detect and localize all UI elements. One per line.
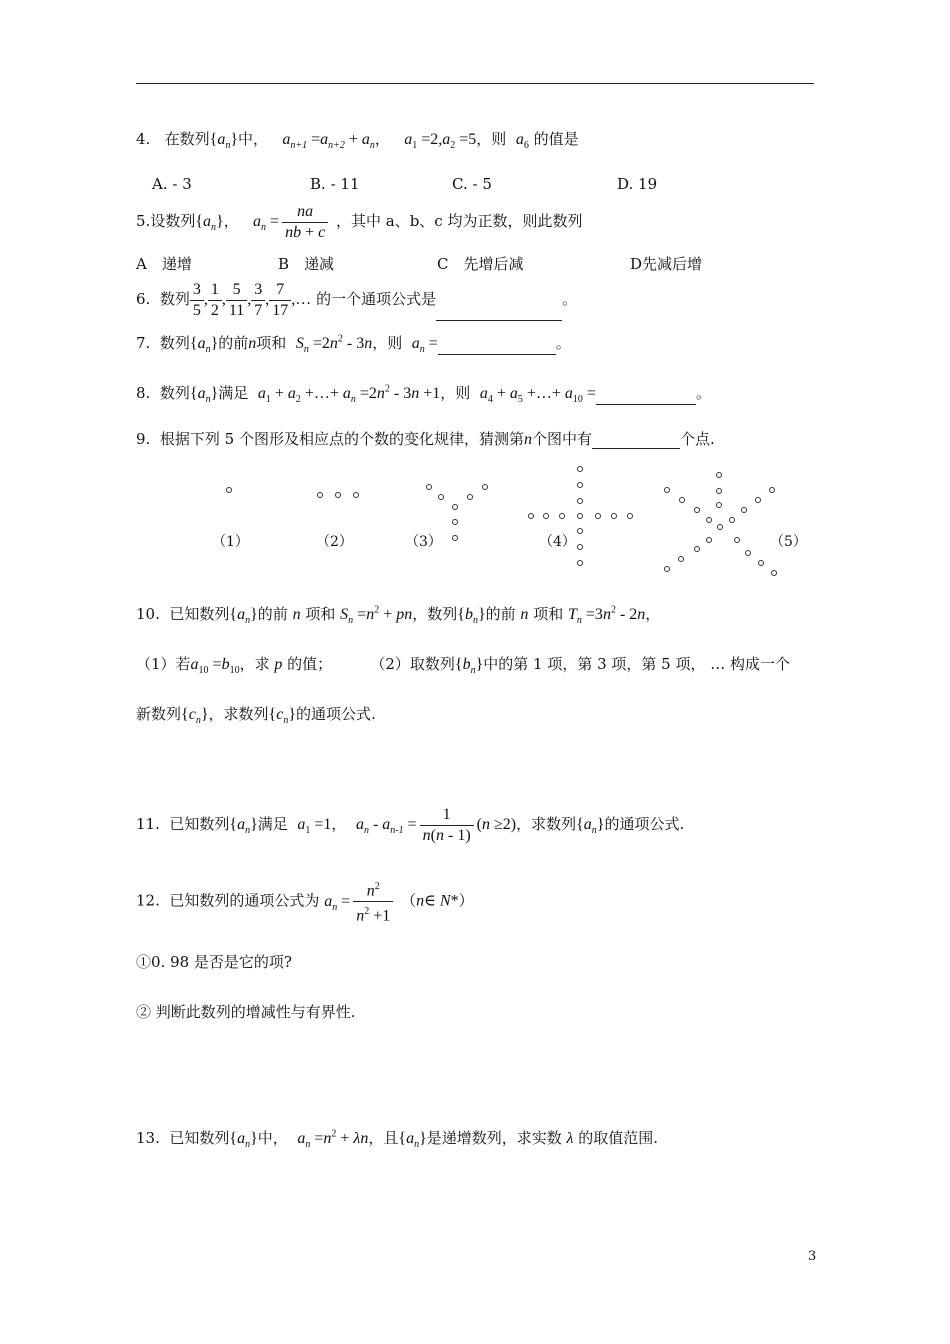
dot: [741, 507, 747, 513]
dot: [716, 488, 722, 494]
formula-sequence-a: $\{a_n\}$: [189, 385, 219, 406]
option-b: B. - 11: [310, 175, 360, 193]
option-b: B 递减: [278, 255, 335, 273]
question-8: 8. 数列$\{a_n\}$满足 $a_1 + a_2$ +…+ $a_n =2n^2 - 3n +1$，则 $a_4 + a_5$ +…+ $a_{10}$ = 。: [136, 383, 711, 406]
question-11: 11. 已知数列$\{a_n\}$满足 $a_1 =1$， $a_n - a_{n-1}$ = $\frac{1}{n(n - 1)}$ (n ≥2)，求数列$\{a_n\}$的通项公式.: [136, 806, 685, 844]
dot: [758, 560, 764, 566]
dot: [755, 497, 761, 503]
dot: [679, 497, 685, 503]
formula-tn: $T_n =3n^2 - 2n$: [568, 604, 646, 627]
option-c: C. - 5: [452, 175, 492, 193]
formula-sequence-a: $\{a_n\}$: [398, 1130, 427, 1151]
question-number: 4.: [136, 130, 151, 148]
dot: [528, 513, 534, 519]
answer-blank: [596, 390, 696, 405]
dot: [716, 502, 722, 508]
formula-a6: $a_6$: [515, 131, 529, 152]
question-5: 5.设数列$\{a_n\}$， $a_n$ = $\frac{na}{nb + c}$ ，其中 a、b、c 均为正数，则此数列: [136, 203, 583, 241]
figure-label-5: （5）: [770, 534, 807, 550]
dot: [729, 517, 735, 523]
dot: [559, 513, 565, 519]
formula-sequence-a: $\{a_n\}$: [576, 816, 605, 837]
question-10-part2: 新数列$\{c_n\}$，求数列$\{c_n\}$的通项公式.: [136, 705, 376, 727]
header-rule: [136, 83, 814, 84]
answer-blank: [438, 340, 556, 355]
dot: [317, 492, 323, 498]
dot: [664, 487, 670, 493]
formula-general-term: $a_n$ = $\frac{na}{nb + c}$: [253, 213, 331, 230]
question-12-item-2: ② 判断此数列的增减性与有界性.: [136, 1003, 356, 1021]
answer-blank: [436, 306, 562, 321]
dot: [706, 537, 712, 543]
dot: [353, 492, 359, 498]
formula-sn: $S_n =n^2$ + pn: [340, 604, 413, 627]
dot: [664, 566, 670, 572]
answer-blank: [592, 434, 680, 449]
page-number: 3: [808, 1249, 817, 1264]
formula-initial-values: $a_1 =2,a_2 =5$: [404, 131, 477, 152]
question-10: 10. 已知数列$\{a_n\}$的前 n 项和 $S_n =n^2$ + pn，数列$\{b_n\}$的前 n 项和 $T_n =3n^2 - 2n$，: [136, 604, 661, 627]
question-10-part1: （1）若$a_{10} =b_{10}$，求 p 的值； （2）取数列$\{b_n\}$中的第 1 项，第 3 项，第 5 项， … 构成一个: [136, 655, 791, 677]
dot: [734, 537, 740, 543]
dot: [678, 556, 684, 562]
question-4: 4. 在数列$\{a_n\}$中， $a_{n+1} =a_{n+2} + a_n$， $a_1 =2,a_2 =5$，则 $a_6$ 的值是: [136, 130, 579, 152]
formula-domain: n∈ N*: [416, 892, 459, 910]
dot: [627, 513, 633, 519]
option-a: A. - 3: [152, 175, 192, 193]
figure-label-4: （4）: [539, 534, 576, 550]
formula-sequence-a: $\{a_n\}$: [229, 816, 258, 837]
formula-sequence-a: $\{a_n\}$: [189, 335, 219, 356]
question-7: 7. 数列$\{a_n\}$的前n项和 $S_n =2n^2 - 3n$，则 $a_n$ = 。: [136, 333, 571, 356]
question-9: 9. 根据下列 5 个图形及相应点的个数的变化规律，猜测第n个图中有 个点.: [136, 430, 715, 448]
dot: [694, 507, 700, 513]
dot: [467, 494, 473, 500]
formula-sequence-b: $\{b_n\}$: [457, 606, 486, 627]
formula-an: $a_n$ =: [411, 335, 438, 356]
question-12-item-1: ①0. 98 是否是它的项?: [136, 953, 292, 971]
formula-sequence-a: $\{a_n\}$: [195, 213, 224, 234]
formula-condition: $a_{10} =b_{10}$: [190, 656, 240, 677]
question-6: 6. 数列 $\frac{3}{5}$ , $\frac{1}{2}$ , $\frac{5}{11}$ , $\frac{3}{7}$ , $\frac{7}{17}$ ,… 的一个通项公式是 。: [136, 281, 578, 319]
dot: [452, 535, 458, 541]
dot: [716, 472, 722, 478]
formula-general-term: $a_n$ = $\frac{n^2}{n^2 +1}$: [324, 893, 396, 910]
option-c: C 先增后减: [437, 255, 524, 273]
question-12: 12. 已知数列的通项公式为 $a_n$ = $\frac{n^2}{n^2 +1}$ （n∈ N*）: [136, 877, 474, 927]
option-d: D先减后增: [630, 255, 703, 273]
figure-label-2: （2）: [316, 534, 353, 550]
dot: [577, 513, 583, 519]
dot: [769, 487, 775, 493]
question-13: 13. 已知数列$\{a_n\}$中， $a_n =n^2 + \lambda n$，且$\{a_n\}$是递增数列，求实数 λ 的取值范围.: [136, 1128, 659, 1151]
formula-fraction-sequence: $\frac{3}{5}$ , $\frac{1}{2}$ , $\frac{5}{11}$ , $\frac{3}{7}$ , $\frac{7}{17}$ ,…: [190, 291, 311, 308]
dot: [577, 482, 583, 488]
dot: [717, 524, 723, 530]
formula-sequence-c: $\{c_n\}$: [268, 706, 296, 727]
dot: [577, 498, 583, 504]
formula-sequence-c: $\{c_n\}$: [181, 706, 209, 727]
dot: [452, 504, 458, 510]
dot: [452, 519, 458, 525]
dot: [706, 517, 712, 523]
formula-recurrence: $a_{n+1} =a_{n+2} + a_n$: [282, 131, 375, 152]
option-d: D. 19: [617, 175, 658, 193]
dot: [438, 494, 444, 500]
dot: [577, 544, 583, 550]
dot: [426, 484, 432, 490]
figure-label-3: （3）: [405, 534, 442, 550]
formula-a1: $a_1 =1$: [297, 816, 332, 837]
formula-sequence-a: $\{a_n\}$: [209, 131, 239, 152]
dot: [577, 528, 583, 534]
dot: [611, 513, 617, 519]
formula-sum: $S_n =2n^2 - 3n$: [295, 333, 373, 356]
dot: [543, 513, 549, 519]
dot: [482, 484, 488, 490]
figure-label-1: （1）: [212, 534, 249, 550]
formula-sequence-b: $\{b_n\}$: [454, 656, 484, 677]
formula-sequence-a: $\{a_n\}$: [229, 606, 258, 627]
formula-difference: $a_n - a_{n-1}$ = $\frac{1}{n(n - 1)}$ (n ≥2): [355, 806, 517, 844]
dot: [335, 492, 341, 498]
formula-partial-sum: $a_1 + a_2$ +…+ $a_n =2n^2 - 3n +1$: [257, 383, 441, 406]
dot: [694, 546, 700, 552]
dot: [745, 550, 751, 556]
dot: [577, 466, 583, 472]
dot: [595, 513, 601, 519]
dot: [577, 560, 583, 566]
option-a: A 递增: [136, 255, 192, 273]
dot: [771, 570, 777, 576]
formula-sequence-a: $\{a_n\}$: [229, 1130, 258, 1151]
dot: [226, 487, 232, 493]
formula-target-sum: $a_4 + a_5$ +…+ $a_{10}$ =: [479, 385, 596, 406]
formula-general-term: $a_n =n^2 + \lambda n$: [297, 1128, 369, 1151]
